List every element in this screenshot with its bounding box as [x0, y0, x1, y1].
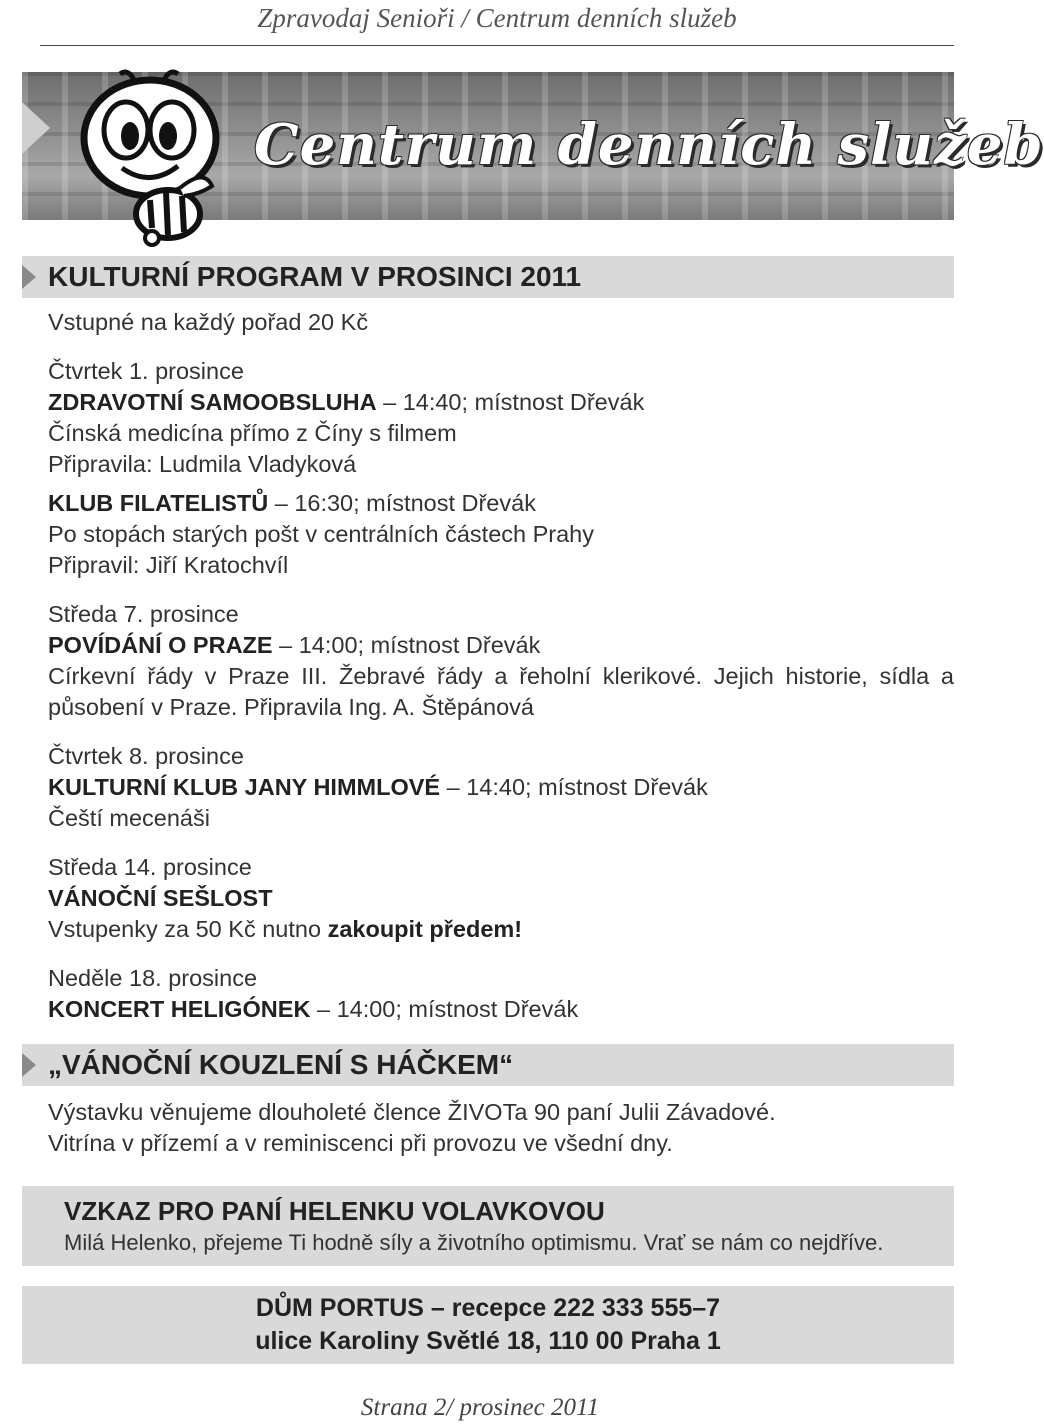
running-head: Zpravodaj Senioři / Centrum denních služeb	[40, 0, 954, 46]
triangle-arrow-icon	[22, 265, 36, 289]
exhibition-line: Vitrína v přízemí a v reminiscenci při provozu ve všední dny.	[48, 1130, 673, 1156]
message-title: VZKAZ PRO PANÍ HELENKU VOLAVKOVOU	[64, 1196, 605, 1226]
section-exhibition	[22, 1044, 954, 1086]
event-line: Připravil: Jiří Kratochvíl	[48, 552, 289, 578]
exhibition-content	[48, 1097, 958, 1159]
exhibition-line: Výstavku věnujeme dlouholeté člence ŽIVOTa 90 paní Julii Závadové.	[48, 1099, 776, 1125]
event-date: Neděle 18. prosince	[48, 965, 258, 991]
triangle-arrow-icon	[22, 1053, 36, 1077]
ticket-text: Vstupenky za 50 Kč nutno	[48, 916, 328, 942]
event-detail: – 14:40; místnost Dřevák	[376, 389, 645, 415]
message-box	[22, 1186, 954, 1266]
event-title: KLUB FILATELISTŮ	[48, 490, 269, 516]
event-heading	[48, 488, 958, 519]
program-content	[48, 307, 958, 1025]
event-date: Čtvrtek 1. prosince	[48, 358, 244, 384]
event-title: KONCERT HELIGÓNEK	[48, 996, 311, 1022]
event-title: POVÍDÁNÍ O PRAZE	[48, 632, 273, 658]
event-heading	[48, 994, 958, 1025]
event-line: Připravila: Ludmila Vladyková	[48, 451, 357, 477]
ticket-emphasis: zakoupit předem!	[327, 916, 523, 942]
event-detail: – 14:00; místnost Dřevák	[310, 996, 579, 1022]
event-detail: – 14:00; místnost Dřevák	[272, 632, 541, 658]
section-program	[22, 256, 954, 298]
event-line: Čeští mecenáši	[48, 805, 210, 831]
contact-line: DŮM PORTUS – recepce 222 333 555–7	[255, 1294, 721, 1322]
banner-title: Centrum denních služeb	[254, 112, 1044, 178]
ticket-note	[48, 914, 958, 945]
event-heading	[48, 630, 958, 661]
section-title: KULTURNÍ PROGRAM V PROSINCI 2011	[48, 261, 582, 292]
event-heading	[48, 387, 958, 418]
event-date: Čtvrtek 8. prosince	[48, 743, 244, 769]
contact-box	[22, 1286, 954, 1364]
contact-line: ulice Karoliny Světlé 18, 110 00 Praha 1	[255, 1327, 721, 1355]
event-date: Středa 14. prosince	[48, 854, 252, 880]
bee-mascot-icon	[72, 68, 232, 248]
event-title: ZDRAVOTNÍ SAMOOBSLUHA	[48, 389, 377, 415]
event-line: Čínská medicína přímo z Číny s filmem	[48, 420, 457, 446]
event-title: KULTURNÍ KLUB JANY HIMMLOVÉ	[48, 774, 441, 800]
event-detail: – 16:30; místnost Dřevák	[268, 490, 536, 516]
event-detail: – 14:40; místnost Dřevák	[440, 774, 708, 800]
message-text: Milá Helenko, přejeme Ti hodně síly a životního optimismu. Vrať se nám co nejdříve.	[64, 1230, 884, 1255]
section-title: „VÁNOČNÍ KOUZLENÍ S HÁČKEM“	[48, 1049, 514, 1080]
event-text: Církevní řády v Praze III. Žebravé řády a řeholní klerikové. Jejich historie, sídla a působení v Praze. Připravila Ing. A. Štěpánová	[48, 663, 954, 720]
triangle-arrow-icon	[22, 102, 50, 154]
event-date: Středa 7. prosince	[48, 601, 239, 627]
event-heading	[48, 772, 958, 803]
entry-fee: Vstupné na každý pořad 20 Kč	[48, 309, 369, 335]
event-line: Po stopách starých pošt v centrálních částech Prahy	[48, 521, 594, 547]
page-footer: Strana 2/ prosinec 2011	[360, 1394, 600, 1421]
event-title: VÁNOČNÍ SEŠLOST	[48, 885, 273, 911]
